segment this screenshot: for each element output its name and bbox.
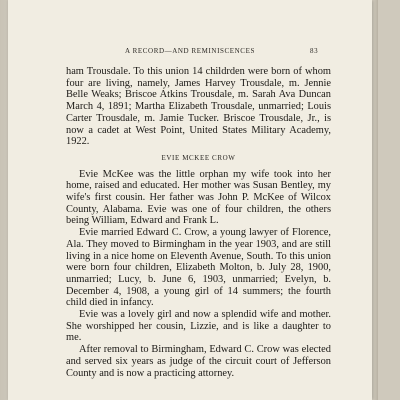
paragraph: Evie was a lovely girl and now a splendid wife and mother. She worshipped her cousin, Lizzie, and is like a daughter to me. <box>66 309 331 344</box>
adjacent-page <box>378 0 400 400</box>
running-header <box>8 47 372 59</box>
paragraph-continuation: ham Trousdale. To this union 14 childrden were born of whom four are living, namely, James Harvey Trousdale, m. Jennie Belle Weaks; Briscoe Atkins Trousdale, m. Sarah Ava Duncan March 4, 1891; Martha Elizabeth Trousdale, unmarried; Louis Carter Trousdale, m. Jamie Tucker. Briscoe Trousdale, Jr., is now a cadet at West Point, United States Military Academy, 1922. <box>66 66 331 148</box>
paragraph: Evie McKee was the little orphan my wife took into her home, raised and educated. Her mother was Susan Bentley, my wife's first cousin. Her father was John P. McKee of Wilcox County, Alabama. Evie was one of four children, the others being William, Edward and Frank L. <box>66 168 331 227</box>
section-heading: EVIE MCKEE CROW <box>161 153 236 162</box>
book-page <box>8 0 372 400</box>
page-body <box>66 66 331 379</box>
paragraph: Evie married Edward C. Crow, a young lawyer of Florence, Ala. They moved to Birmingham in the year 1903, and are still living in a nice home on Eleventh Avenue, South. To this union were born four children, Elizabeth Molton, b. July 28, 1900, unmarried; Lucy, b. June 6, 1903, unmarried; Evelyn, b. December 4, 1908, a young girl of 14 summers; the fourth child died in infancy. <box>66 227 331 309</box>
page-edge <box>372 0 378 400</box>
running-header-title: A RECORD—AND REMINISCENCES <box>125 47 255 55</box>
paragraph: After removal to Birmingham, Edward C. Crow was elected and served six years as judge of the circuit court of Jefferson County and is now a practicing attorney. <box>66 344 331 379</box>
page-number: 83 <box>310 47 319 55</box>
